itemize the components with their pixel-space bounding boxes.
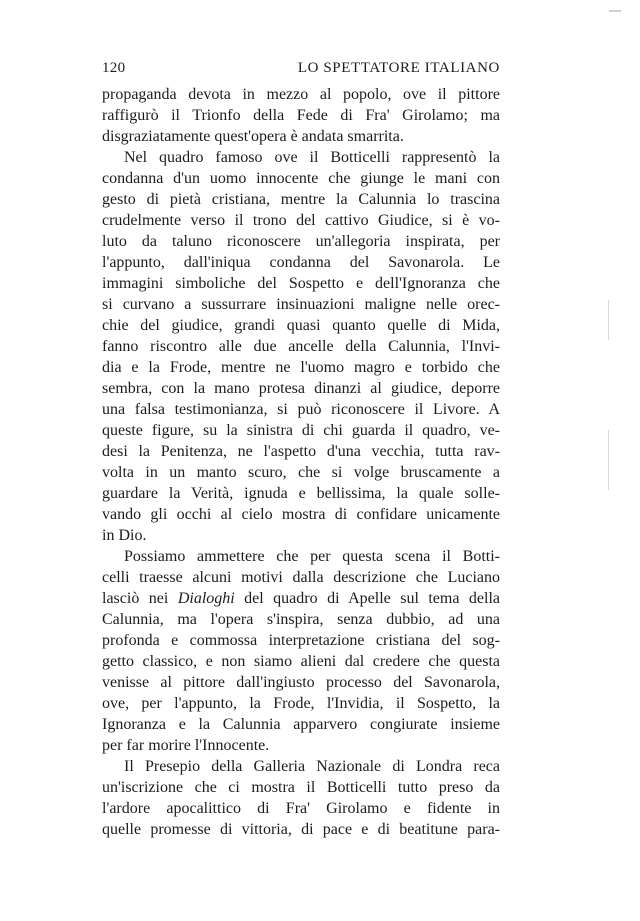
- text-line: un'iscrizione che ci mostra il Botticelli tutto preso da: [102, 779, 500, 796]
- page-edge-line: [608, 300, 609, 340]
- text-line: sembra, con la mano protesa dinanzi al giudice, deporre: [102, 380, 500, 397]
- text-line: in Dio.: [102, 527, 147, 544]
- text-line: profonda e commossa interpretazione cristiana del sog-: [102, 632, 500, 649]
- text-line: Ignoranza e la Calunnia apparvero congiurate insieme: [102, 716, 500, 733]
- text-line: raffigurò il Trionfo della Fede di Fra' Girolamo; ma: [102, 107, 500, 124]
- text-line: Il Presepio della Galleria Nazionale di Londra reca: [124, 758, 500, 775]
- page-edge-line: [608, 430, 609, 490]
- text-line: per far morire l'Innocente.: [102, 737, 270, 754]
- text-line: propaganda devota in mezzo al popolo, ove il pittore: [102, 86, 500, 103]
- text-line: desi la Penitenza, ne l'aspetto d'una vecchia, tutta rav-: [102, 443, 500, 460]
- text-line: ove, per l'appunto, la Frode, l'Invidia, il Sospetto, la: [102, 695, 500, 712]
- text-line: gesto di pietà cristiana, mentre la Calunnia lo trascina: [102, 191, 500, 208]
- text-line: celli traesse alcuni motivi dalla descrizione che Luciano: [102, 569, 500, 586]
- text-line: dia e la Frode, mentre ne l'uomo magro e torbido che: [102, 359, 500, 376]
- text-line: luto da taluno riconoscere un'allegoria inspirata, per: [102, 233, 500, 250]
- text-line: condanna d'un uomo innocente che giunge le mani con: [102, 170, 500, 187]
- text-line: guardare la Verità, ignuda e bellissima, la quale solle-: [102, 485, 500, 502]
- text-line: quelle promesse di vittoria, di pace e di beatitune para-: [102, 821, 500, 838]
- text-line: lasciò nei Dialoghi del quadro di Apelle sul tema della: [102, 590, 501, 607]
- text-line: volta in un manto scuro, che si volge bruscamente a: [102, 464, 500, 481]
- text-line: l'ardore apocalittico di Fra' Girolamo e fidente in: [102, 800, 500, 817]
- text-line: getto classico, e non siamo alieni dal credere che questa: [102, 653, 500, 670]
- text-line: l'appunto, dall'iniqua condanna del Savonarola. Le: [102, 254, 500, 271]
- text-line: queste figure, su la sinistra di chi guarda il quadro, ve-: [102, 422, 500, 439]
- text-line: fanno riscontro alle due ancelle della Calunnia, l'Invi-: [102, 338, 500, 355]
- text-line: chie del giudice, grandi quasi quanto quelle di Mida,: [102, 317, 500, 334]
- text-line: una falsa testimonianza, si può riconoscere il Livore. A: [102, 401, 500, 418]
- body-text: [102, 84, 500, 840]
- text-line: immagini simboliche del Sospetto e dell'Ignoranza che: [102, 275, 500, 292]
- text-line: venisse al pittore dall'ingiusto processo del Savonarola,: [102, 674, 500, 691]
- scan-mark: [609, 10, 621, 12]
- text-line: vando gli occhi al cielo mostra di confidare unicamente: [102, 506, 500, 523]
- running-title: LO SPETTATORE ITALIANO: [297, 60, 500, 76]
- text-line: Nel quadro famoso ove il Botticelli rappresentò la: [124, 149, 500, 166]
- page-number: 120: [102, 60, 126, 76]
- text-line: Possiamo ammettere che per questa scena il Botti-: [124, 548, 500, 565]
- text-line: disgraziatamente quest'opera è andata smarrita.: [102, 128, 404, 145]
- text-line: crudelmente verso il trono del cattivo Giudice, si è vo-: [102, 212, 500, 229]
- text-line: Calunnia, ma l'opera s'inspira, senza dubbio, ad una: [102, 611, 500, 628]
- text-line: si curvano a sussurrare insinuazioni maligne nelle orec-: [102, 296, 500, 313]
